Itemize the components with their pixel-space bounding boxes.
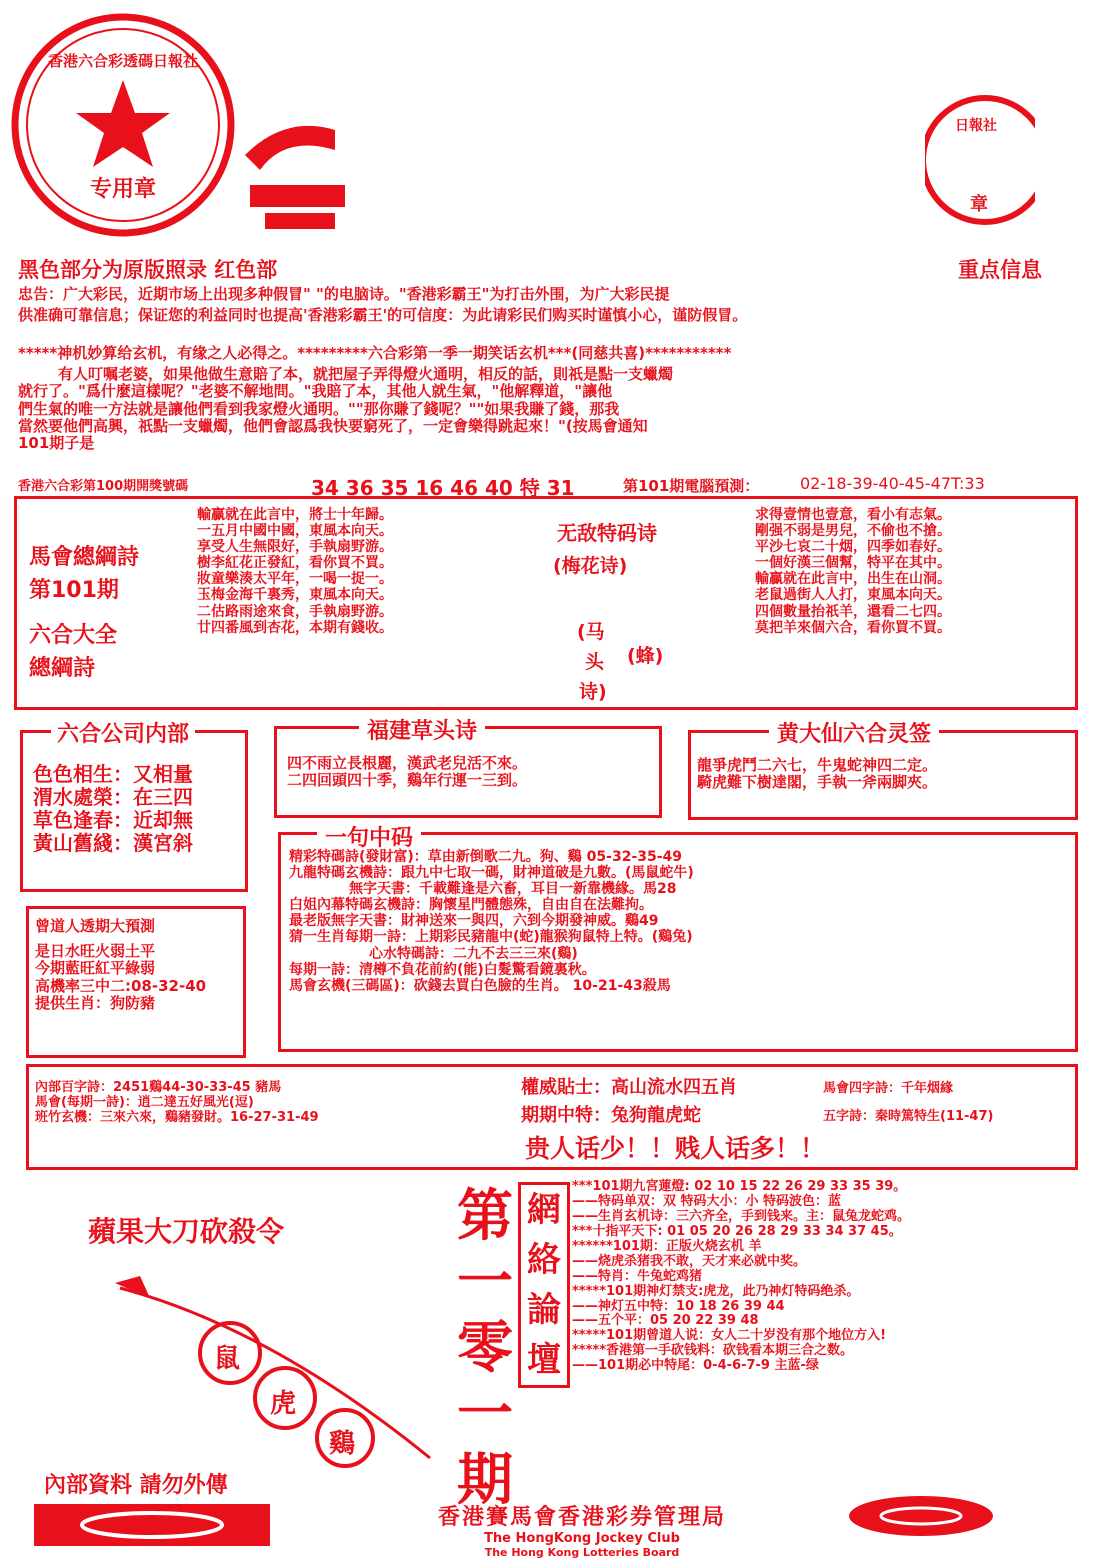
stamp-text: 香港六合彩透碼日報社	[48, 52, 199, 70]
mid-vertical: 头	[585, 651, 605, 673]
kill-title: 蘋果大刀砍殺令	[88, 1215, 285, 1248]
daoren-line: 提供生肖：狗防豬	[35, 993, 156, 1012]
issue-vertical	[452, 1184, 518, 1514]
fujian-title: 福建草头诗	[359, 714, 485, 745]
right-stamp	[925, 85, 1035, 235]
mid-title: 无敌特码诗	[557, 521, 657, 545]
forum-line: ——特码单双：双 特码大小：小 特码波色：蓝	[572, 1193, 842, 1209]
poem-line: 享受人生無限好，手執扇野游。	[197, 539, 393, 556]
poem-line: 莫把羊來個六合，看你買不買。	[755, 619, 951, 636]
forum-char: 壇	[527, 1340, 561, 1380]
poem-line: 一個好漢三個幫，特平在其中。	[755, 555, 951, 572]
header-graphic	[225, 95, 355, 235]
footer-logo-left	[34, 1504, 270, 1546]
joke-title: *****神机妙算给玄机，有缘之人必得之。*********六合彩第一季一期笑话玄机***(同慈共喜)***********	[18, 344, 732, 362]
issue-char: 期	[457, 1448, 513, 1513]
poem-line: 廿四番風到杏花，本期有錢收。	[197, 619, 393, 636]
yiju-box	[278, 826, 1078, 1052]
poem-issue: 第101期	[29, 578, 119, 603]
forum-line: ***十指平天下: 01 05 20 26 28 29 33 34 37 45。	[572, 1223, 902, 1239]
poem-line: 四個數量抬祇羊，還看二七四。	[755, 603, 951, 620]
huang-lines	[697, 757, 937, 792]
tips-special: 期期中特：兔狗龍虎蛇	[521, 1105, 701, 1126]
tips-four-word: 馬會四字詩：千年烟緣	[823, 1081, 954, 1096]
right-stamp-sub: 章	[970, 194, 988, 215]
forum-line: *****101期神灯禁支:虎龙，此乃神灯特码绝杀。	[572, 1283, 860, 1299]
company-line: 色色相生：又相量	[33, 762, 193, 786]
daoren-lines	[35, 943, 206, 1012]
tips-line: 馬會(每期一詩)：逍二達五好風光(逗)	[35, 1094, 254, 1110]
intro-line: 黑色部分为原版照录 红色部	[18, 258, 278, 282]
forum-line: ——生肖玄机诗：三六齐全，手到钱来。主：鼠兔龙蛇鸡。	[572, 1208, 911, 1224]
poem-line: 二估路雨途來食，手執扇野游。	[197, 603, 393, 620]
yiju-line: 最老版無字天書：財神送來一與四，六到今期發神威。鷄49	[289, 913, 659, 930]
poem-line: 求得壹情也壹意，看小有志氣。	[755, 507, 951, 523]
yiju-line: 無字天書：千載難逢是六畜，耳目一新靠機緣。馬28	[349, 881, 677, 898]
daoren-line: 高機率三中二:08-32-40	[35, 976, 207, 995]
joke-line: 當然要他們高興，祇點一支蠟燭，他們會認爲我快要窮死了，一定會樂得跳起來！"(按馬會通知	[18, 416, 648, 435]
poem-left-titles	[29, 541, 139, 685]
daoren-box	[26, 906, 246, 1058]
yiju-line: 精彩特碼詩(發財富)：草由新倒歌二九。狗、鷄 05-32-35-49	[289, 849, 683, 865]
mid-vertical: (蜂)	[627, 645, 664, 667]
forum-char: 絡	[527, 1240, 561, 1280]
yiju-title: 一句中码	[317, 821, 421, 852]
poem-line: 輸贏就在此言中，出生在山洞。	[755, 571, 951, 588]
poem-title: 馬會總綱詩	[29, 545, 140, 570]
poem-box	[14, 496, 1078, 710]
footer-logo-right	[846, 1494, 996, 1538]
tips-box	[26, 1064, 1078, 1170]
company-title: 六合公司内部	[51, 717, 195, 748]
footer-cn: 香港賽馬會香港彩券管理局	[437, 1505, 726, 1530]
forum-line: ***101期九宮蓮燈: 02 10 15 22 26 29 33 35 39。	[572, 1179, 907, 1194]
yiju-line: 心水特碼詩：二九不去三三來(鷄)	[369, 945, 578, 962]
stamp-ring	[8, 10, 238, 240]
result-line	[18, 472, 1088, 498]
mid-sub: (梅花诗)	[553, 555, 628, 577]
fujian-box	[274, 719, 662, 818]
forum-line: ******101期：正版火烧玄机 羊	[572, 1238, 762, 1254]
joke-line: 們生氣的唯一方法就是讓他們看到我家燈火通明。""那你賺了錢呢？""如果我賺了錢，那我	[18, 399, 620, 418]
notice-line: 供准确可靠信息；保证您的利益同时也提高'香港彩霸王'的可信度：为此请彩民们购买时谨慎小心，谨防假冒。	[18, 306, 748, 325]
daoren-title: 曾道人透期大預測	[35, 917, 156, 935]
forum-line: *****101期曾道人说：女人二十岁没有那个地位方入!	[572, 1328, 887, 1344]
tips-line: 內部百字詩：2451鷄44-30-33-45 豬馬	[35, 1080, 282, 1095]
poem-line: 平沙七哀二十烟，四季如春好。	[755, 539, 951, 556]
forum-char: 論	[527, 1290, 561, 1330]
daoren-line: 是日水旺火弱土平	[35, 942, 156, 960]
yiju-line: 白姐內幕特碼玄機詩：胸懷星門體態殊，自由自在法難拘。	[289, 897, 653, 914]
poem-col2	[755, 507, 951, 636]
forum-line: ——五个平：05 20 22 39 48	[572, 1313, 759, 1329]
company-lines	[33, 763, 193, 855]
joke-line: 有人叮嘱老婆，如果他做生意賠了本，就把屋子弄得燈火通明，相反的話，則祇是點一支蠟燭	[58, 365, 674, 383]
forum-line: ——特肖：牛兔蛇鸡猪	[572, 1268, 703, 1284]
notice	[18, 286, 747, 325]
poem-line: 一五月中國中國，東風本向天。	[197, 523, 393, 540]
issue-char: 一	[457, 1382, 513, 1447]
tips-line: 班竹玄機：三來六來，鷄豬發財。16-27-31-49	[35, 1109, 319, 1125]
issue-char: 零	[457, 1316, 513, 1381]
company-box	[20, 722, 248, 892]
joke-body	[18, 366, 673, 452]
huang-box	[688, 722, 1078, 820]
yiju-line: 九龍特碼玄機詩：跟九中七取一碼，財神道破是九數。(馬鼠蛇牛)	[289, 865, 694, 882]
company-line: 草色逢春：近却無	[33, 808, 193, 832]
intro-tail: 重点信息	[958, 258, 1042, 282]
yiju-lines	[289, 849, 694, 994]
yiju-line: 猜一生肖每期一詩：上期彩民豬龍中(蛇)龍猴狗鼠特上特。(鷄兔)	[289, 929, 693, 946]
notice-line: 忠告：广大彩民，近期市场上出现多种假冒" "的电脑诗。"香港彩霸王"为打击外围，为广大彩民提	[18, 285, 670, 303]
company-line: 渭水處榮：在三四	[33, 785, 193, 809]
forum-line: ——神灯五中特：10 18 26 39 44	[572, 1298, 785, 1314]
fujian-line: 四不雨立長根麗，漢武老兒活不來。	[287, 754, 528, 772]
stamp-sub: 专用章	[89, 177, 156, 202]
official-stamp	[8, 10, 238, 240]
issue-char: 一	[457, 1250, 513, 1315]
knife-graphic	[110, 1268, 440, 1468]
mid-vertical: 诗)	[579, 681, 607, 703]
forum-label	[518, 1182, 570, 1388]
joke-line: 就行了。"爲什麼這樣呢？"老婆不解地問。"我賠了本，其他人就生氣，"他解釋道，"讓他	[18, 382, 613, 401]
poem-line: 老鼠過街人人打，東風本向天。	[755, 587, 951, 604]
tips-authority: 權威貼士：高山流水四五肖	[521, 1077, 737, 1098]
forecast-label: 第101期電腦預測：	[623, 477, 760, 495]
joke-line: 101期子是	[18, 434, 95, 452]
forum-line: ——101期必中特尾：0-4-6-7-9 主蓝-绿	[572, 1358, 819, 1374]
star-icon	[76, 80, 170, 167]
footer-text	[312, 1500, 852, 1559]
forum-lines	[572, 1180, 910, 1374]
forum-line: *****香港第一手砍钱料：砍钱看本期三合之数。	[572, 1343, 853, 1359]
yiju-line: 馬會玄機(三碼區)：砍錢去買白色臉的生肖。 10-21-43殺馬	[289, 977, 671, 994]
kill-bottom: 內部資料 請勿外傳	[44, 1473, 228, 1498]
forum-line: ——烧虎杀猪我不敢，天才来必就中奖。	[572, 1253, 807, 1269]
huang-title: 黄大仙六合灵签	[769, 717, 939, 748]
footer-en2: The Hong Kong Lotteries Board	[484, 1546, 680, 1559]
poem-title: 總綱詩	[29, 656, 96, 681]
forecast-numbers: 02-18-39-40-45-47T:33	[800, 474, 985, 493]
kill-animal: 鼠	[214, 1344, 241, 1374]
poem-line: 剛强不弱是男兒，不偷也不搶。	[755, 523, 951, 540]
tips-slogan: 贵人话少！！贱人话多！！	[525, 1134, 826, 1163]
huang-line: 騎虎難下樹達閣，手執一斧兩脚夾。	[697, 773, 938, 792]
company-line: 黃山舊綫：漢宮斜	[33, 831, 193, 855]
mid-vertical: (马	[577, 621, 605, 643]
kill-animal: 虎	[270, 1389, 297, 1419]
poem-line: 樹李紅花正發紅，看你買不買。	[197, 555, 393, 572]
poem-line: 妝童樂湊太平年，一喝一捉一。	[197, 571, 393, 588]
right-stamp-text: 日報社	[955, 118, 997, 134]
fujian-line: 二四回頭四十季，鷄年行運一三到。	[287, 771, 528, 790]
result-label: 香港六合彩第100期開獎號碼	[18, 479, 189, 494]
fujian-lines	[287, 755, 527, 790]
kill-animal: 鷄	[329, 1429, 356, 1459]
poem-line: 玉梅金海千裏秀，東風本向天。	[197, 587, 393, 604]
tips-five-word: 五字詩：秦時篤特生(11-47)	[823, 1109, 994, 1124]
poem-title: 六合大全	[29, 623, 118, 648]
footer-en1: The HongKong Jockey Club	[484, 1531, 680, 1546]
poem-line: 輸贏就在此言中，將士十年歸。	[197, 507, 393, 523]
poem-col1	[197, 507, 393, 636]
huang-line: 龍爭虎鬥二六七，牛鬼蛇神四二定。	[697, 756, 938, 774]
tips-left	[35, 1081, 319, 1126]
yiju-line: 每期一詩：清樽不負花前約(能)白髮驚看鏡裏秋。	[289, 961, 596, 978]
forum-char: 網	[527, 1190, 561, 1230]
result-numbers: 34 36 35 16 46 40 特 31	[311, 476, 575, 500]
issue-char: 第	[457, 1184, 513, 1249]
daoren-line: 今期藍旺紅平綠弱	[35, 959, 156, 978]
